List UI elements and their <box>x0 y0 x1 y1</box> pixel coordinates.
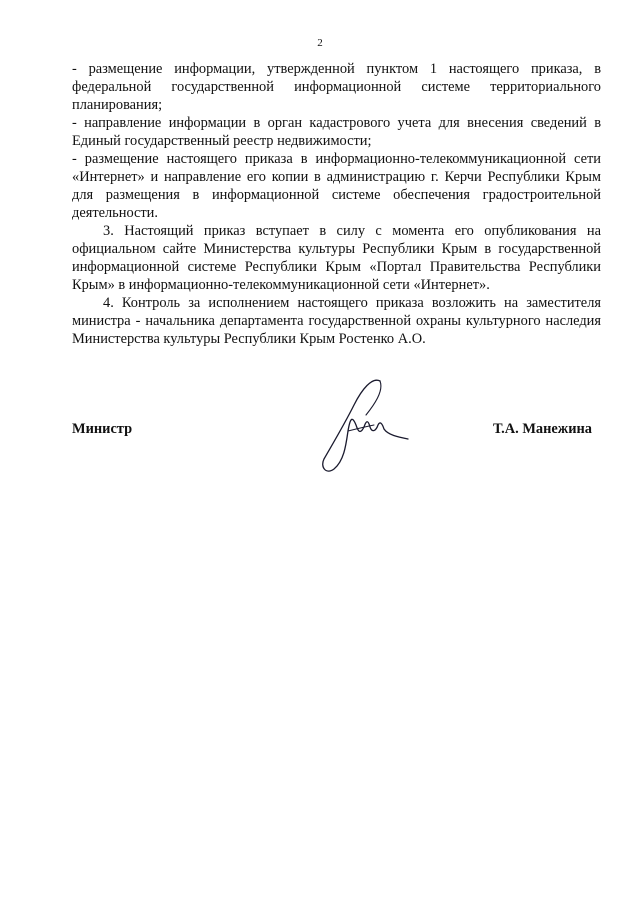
paragraph-item-3: 3. Настоящий приказ вступает в силу с момента его опубликования на официальном сайте Министерства культуры Республики Крым в государственной информационной системе Республики Крым «Портал Правительства Республики Крым» в информационно-телекоммуникационной сети «Интернет». <box>72 223 601 293</box>
paragraph-item-4: 4. Контроль за исполнением настоящего приказа возложить на заместителя министра - начальника департамента государственной охраны культурного наследия Министерства культуры Республики Крым Ростенко А.О. <box>72 295 601 347</box>
signatory-title: Министр <box>72 421 133 437</box>
page-number: 2 <box>317 37 323 49</box>
handwritten-signature <box>318 375 412 477</box>
paragraph-federal-system: - размещение информации, утвержденной пунктом 1 настоящего приказа, в федеральной государственной информационной системе территориального планирования; <box>72 61 601 113</box>
document-body <box>72 60 601 348</box>
paragraph-internet-publication: - размещение настоящего приказа в информационно-телекоммуникационной сети «Интернет» и направление его копии в администрацию г. Керчи Республики Крым для размещения в информационной системе обеспечения градостроительной деятельности. <box>72 151 601 221</box>
signatory-name: Т.А. Манежина <box>492 421 592 437</box>
paragraph-cadastral: - направление информации в орган кадастрового учета для внесения сведений в Единый государственный реестр недвижимости; <box>72 115 601 149</box>
